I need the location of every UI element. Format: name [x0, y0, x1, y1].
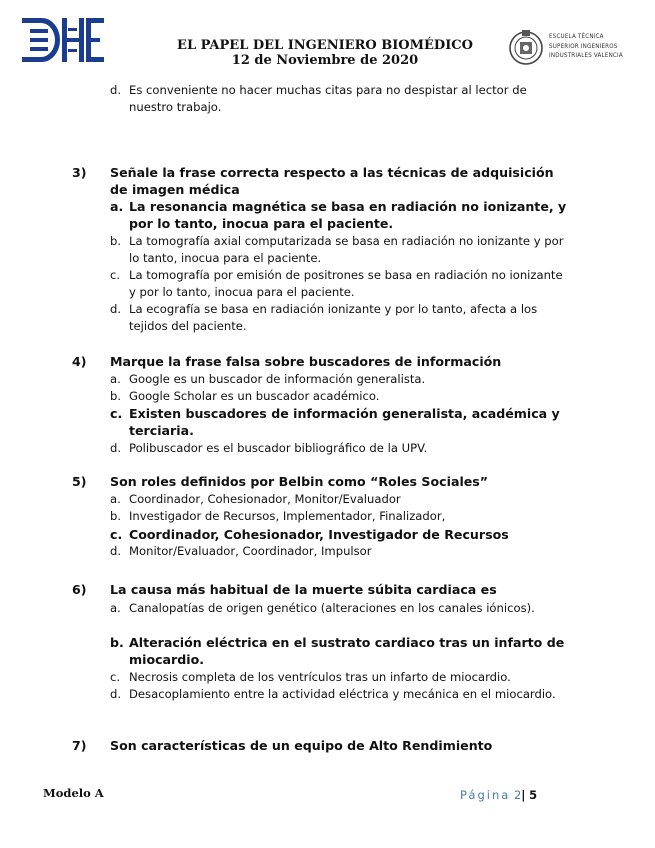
q3-option-c — [110, 267, 570, 301]
q5-option-b — [110, 508, 570, 525]
option-text: La ecografía se basa en radiación ionizante y por lo tanto, afecta a los tejidos del paciente. — [129, 302, 538, 333]
page-number — [460, 788, 537, 802]
q4-option-d — [110, 440, 570, 457]
question-number: 6) — [72, 582, 87, 597]
q3-option-d — [110, 301, 570, 335]
prev-option-d — [110, 82, 570, 116]
option-letter: b. — [110, 234, 122, 248]
question-number: 5) — [72, 474, 87, 489]
q6-option-a — [110, 600, 570, 617]
question-4 — [72, 353, 571, 370]
question-number: 4) — [72, 354, 87, 369]
question-text: Señale la frase correcta respecto a las técnicas de adquisición de imagen médica — [110, 165, 554, 197]
dte-logo-icon — [22, 18, 104, 62]
page-title — [160, 38, 490, 68]
title-line-1: EL PAPEL DEL INGENIERO BIOMÉDICO — [177, 38, 473, 53]
option-letter: b. — [110, 509, 122, 523]
option-text: Existen buscadores de información generalista, académica y terciaria. — [129, 406, 560, 438]
option-text: Desacoplamiento entre la actividad eléctrica y mecánica en el miocardio. — [129, 687, 556, 701]
option-letter: c. — [110, 670, 121, 684]
page-header — [0, 0, 655, 80]
option-letter: b. — [110, 635, 124, 650]
page-current: 2 — [513, 788, 522, 802]
question-3 — [72, 164, 571, 198]
option-letter: d. — [110, 302, 122, 316]
question-text: Son características de un equipo de Alto Rendimiento — [110, 738, 493, 753]
option-letter: a. — [110, 601, 121, 615]
option-letter: a. — [110, 199, 124, 214]
option-text: Google Scholar es un buscador académico. — [129, 389, 380, 403]
question-text: Marque la frase falsa sobre buscadores de información — [110, 354, 502, 369]
option-text: Google es un buscador de información generalista. — [129, 372, 426, 386]
option-letter: d. — [110, 83, 122, 97]
option-letter: c. — [110, 268, 121, 282]
school-name — [549, 32, 623, 61]
option-text: Coordinador, Cohesionador, Monitor/Evaluador — [129, 492, 401, 506]
option-letter: d. — [110, 687, 122, 701]
option-letter: d. — [110, 544, 122, 558]
q6-option-d — [110, 686, 570, 703]
q6-option-c — [110, 669, 570, 686]
title-line-2: 12 de Noviembre de 2020 — [231, 53, 419, 68]
question-number: 7) — [72, 738, 87, 753]
option-text: Polibuscador es el buscador bibliográfico de la UPV. — [129, 441, 428, 455]
q4-option-b — [110, 388, 570, 405]
question-number: 3) — [72, 165, 87, 180]
school-seal-icon — [508, 28, 544, 66]
option-text: Necrosis completa de los ventrículos tras un infarto de miocardio. — [129, 670, 511, 684]
model-label: Modelo A — [43, 786, 104, 800]
option-text: Es conveniente no hacer muchas citas para no despistar al lector de nuestro trabajo. — [129, 83, 527, 114]
page-separator: | — [521, 788, 526, 802]
q3-option-b — [110, 233, 570, 267]
option-text: Canalopatías de origen genético (alteraciones en los canales iónicos). — [129, 601, 535, 615]
question-6 — [72, 581, 571, 598]
option-letter: c. — [110, 406, 123, 421]
q6-option-b — [110, 634, 570, 668]
question-7 — [72, 737, 571, 754]
option-letter: d. — [110, 441, 122, 455]
option-letter: a. — [110, 372, 121, 386]
school-line-3: INDUSTRIALES VALENCIA — [549, 52, 623, 59]
school-line-2: SUPERIOR INGENIEROS — [549, 42, 618, 50]
q3-option-a — [110, 198, 570, 232]
option-letter: c. — [110, 527, 123, 542]
option-text: Coordinador, Cohesionador, Investigador de Recursos — [129, 527, 509, 542]
question-text: La causa más habitual de la muerte súbita cardiaca es — [110, 582, 497, 597]
question-text: Son roles definidos por Belbin como “Roles Sociales” — [110, 474, 489, 489]
option-letter: a. — [110, 492, 121, 506]
option-text: La tomografía por emisión de positrones se basa en radiación no ionizante y por lo tanto, inocua para el paciente. — [129, 268, 563, 299]
page-word: Página — [460, 788, 511, 802]
option-text: La tomografía axial computarizada se basa en radiación no ionizante y por lo tanto, inocua para el paciente. — [129, 234, 564, 265]
page-total: 5 — [529, 788, 538, 802]
option-letter: b. — [110, 389, 122, 403]
option-text: La resonancia magnética se basa en radiación no ionizante, y por lo tanto, inocua para el paciente. — [129, 199, 567, 231]
school-line-1: ESCUELA TÉCNICA — [549, 33, 604, 40]
q5-option-a — [110, 491, 570, 508]
option-text: Investigador de Recursos, Implementador, Finalizador, — [129, 509, 446, 523]
q4-option-a — [110, 371, 570, 388]
question-5 — [72, 473, 571, 490]
option-text: Alteración eléctrica en el sustrato cardiaco tras un infarto de miocardio. — [129, 635, 565, 667]
q5-option-d — [110, 543, 570, 560]
q5-option-c — [110, 526, 570, 543]
option-text: Monitor/Evaluador, Coordinador, Impulsor — [129, 544, 372, 558]
q4-option-c — [110, 405, 570, 439]
